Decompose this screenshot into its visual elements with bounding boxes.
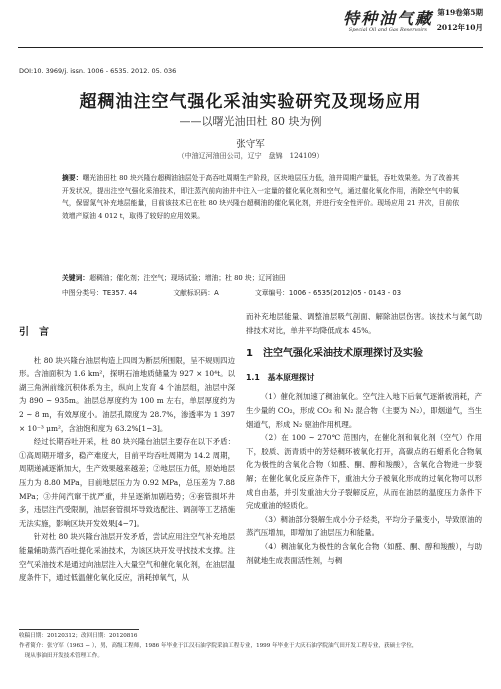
paragraph-continuation: 而补充地层能量、调整油层吸气剖面、解除油层伤害。该技术与氮气助排技术对比，单井平均降低成本 45%。 <box>246 312 482 335</box>
abstract-text: 曙光油田杜 80 块兴隆台超稠油油层处于高吞吐周期生产阶段，区块地层压力低，油井周期产量低，吞吐效果差。为了改善其开发状况，提出注空气强化采油技术，即注蒸汽前向油井中注入一定量的催化氧化剂和空气，通过催化氧化作用，消除空气中的氧气，保留氮气补充地层能量，目前该技术已在杜 80 块兴隆台超稠油的催化氧化剂，并进行安全性评价。现场应用 21 井次，目前依效增产原油 4 012 t，取得了较好的应用效果。 <box>62 174 460 220</box>
paragraph: 杜 80 块兴隆台油层构造上四周为断层所围限，呈不规则四边形。含油面积为 1.6 km²，探明石油地质储量为 927 × 10⁴t。以湖三角洲前缘沉积体系为主，纵向上发育 4 个油层组，油层中深为 890 ~ 935m。油层总厚度约为 100 m 左右，单层厚度约为 2 ~ 8 m，有效厚度小。油层孔隙度为 28.7%，渗透率为 1 397 × 10⁻³ μm²，含油饱和度为 63.2%[1−3]。 <box>19 355 235 433</box>
header-rule <box>18 47 483 48</box>
keywords <box>62 272 459 284</box>
paragraph: （2）在 100 ~ 270℃ 范围内，在催化剂和氧化剂（空气）作用下，胶质、沥青质中的芳烃稠环被氧化打开，高碳点的石蜡系化合物氧化为极性的含氧化合物（如醛、酮、醇和羧酸），含氧化合物进一步裂解；在催化氧化反应条件下，重油大分子被氧化形成的过氧化物可以形成自由基，并引发重油大分子裂解反应，从而在油层的温度压力条件下完成重油的轻质化。 <box>246 433 482 511</box>
issue-volume: 第19卷第5期 <box>437 8 483 17</box>
abstract <box>62 172 459 222</box>
footnote-author-bio: 作者简介：张守军（1963 − ），男，高级工程师，1986 年毕业于江汉石油学院采油工程专业，1999 年毕业于大庆石油学院油气田开发工程专业，获硕士学位， <box>19 642 418 649</box>
paragraph: （1）催化剂加速了稠油氧化。空气注入地下后氧气逐渐被消耗，产生少量的 CO₂，形成 CO₂ 和 N₂ 混合物（主要为 N₂），即烟道气，当生烟道气，形成 N₂ 驱油作用机理。 <box>246 392 482 429</box>
journal-english-name: Special Oil and Gas Reservoirs <box>348 27 427 33</box>
paragraph: 经过长期吞吐开采，杜 80 块兴隆台油层主要存在以下矛盾：①高周期开增多，稳产难度大，目前平均吞吐周期为 14.2 周期，周期递减逐渐加大，生产效果越来越差；②地层压力低，原始地层压力为 8.80 MPa，目前地层压力为 0.92 MPa，总压差为 7.88 MPa；③井间汽窜干扰严重，井呈逐渐加剧趋势；④套管损坏井多，违层注汽受限制，油层套管损坏导致选配注、调剖等工艺措施无法实施，影响区块开发效果[4−7]。 <box>19 437 235 528</box>
issue-date: 2012年10月 <box>436 23 483 32</box>
section-heading-1: 1 注空气强化采油技术原理探讨及实验 <box>246 348 423 360</box>
section-heading-introduction: 引 言 <box>19 327 49 338</box>
footnote-received: 收稿日期：20120312；改回日期：20120816 <box>19 633 138 639</box>
paper-subtitle: ——以曙光油田杜 80 块为例 <box>179 115 322 128</box>
right-column <box>246 310 482 567</box>
paragraph: （4）稠油氧化为极性的含氧化合物（如醛、酮、醇和羧酸），与助剂就地生成表面活性剂，与稠 <box>246 541 482 565</box>
clc-number: 中图分类号：TE357. 44 <box>62 289 138 297</box>
paper-title: 超稠油注空气强化采油实验研究及现场应用 <box>79 92 422 112</box>
footnote-author-bio-cont: 现从事油田开发技术管理工作。 <box>19 652 103 659</box>
keywords-label: 关键词： <box>62 274 90 282</box>
left-column <box>19 326 235 585</box>
keywords-text: 超稠油；催化剂；注空气；现场试验；增油；杜 80 块；辽河油田 <box>89 274 286 282</box>
paragraph: 针对杜 80 块兴隆台油层开发矛盾，尝试应用注空气补充地层能量辅助蒸汽吞吐提化采油技术，为该区块开发寻找技术支撑。注空气采油技术是通过向油层注入大量空气和催化氧化剂，在油层温度条件下，通过低温催化氧化反应，消耗掉氧气，从 <box>19 532 235 583</box>
footnotes <box>19 632 483 661</box>
subsection-heading-1-1: 1.1 基本原理探讨 <box>246 372 315 382</box>
abstract-label: 摘要： <box>62 174 83 182</box>
footnote-rule <box>19 629 139 630</box>
affiliation: （中油辽河油田公司，辽宁 盘锦 124109） <box>177 152 324 160</box>
journal-name: 特种油气藏 <box>342 9 433 28</box>
doi: DOI:10. 3969/j. issn. 1006 - 6535. 2012. 05. 036 <box>19 67 177 75</box>
paragraph: （3）稠油部分裂解生成小分子烃类，平均分子量变小，导致原油的蒸汽压增加，即增加了油层压力和能量。 <box>246 514 482 538</box>
article-number: 文章编号：1006 - 6535(2012)05 - 0143 - 03 <box>254 289 402 297</box>
classification-line <box>62 287 459 297</box>
issue-info <box>431 7 483 33</box>
author: 张守军 <box>236 139 265 150</box>
document-code: 文献标识码：A <box>173 289 219 297</box>
